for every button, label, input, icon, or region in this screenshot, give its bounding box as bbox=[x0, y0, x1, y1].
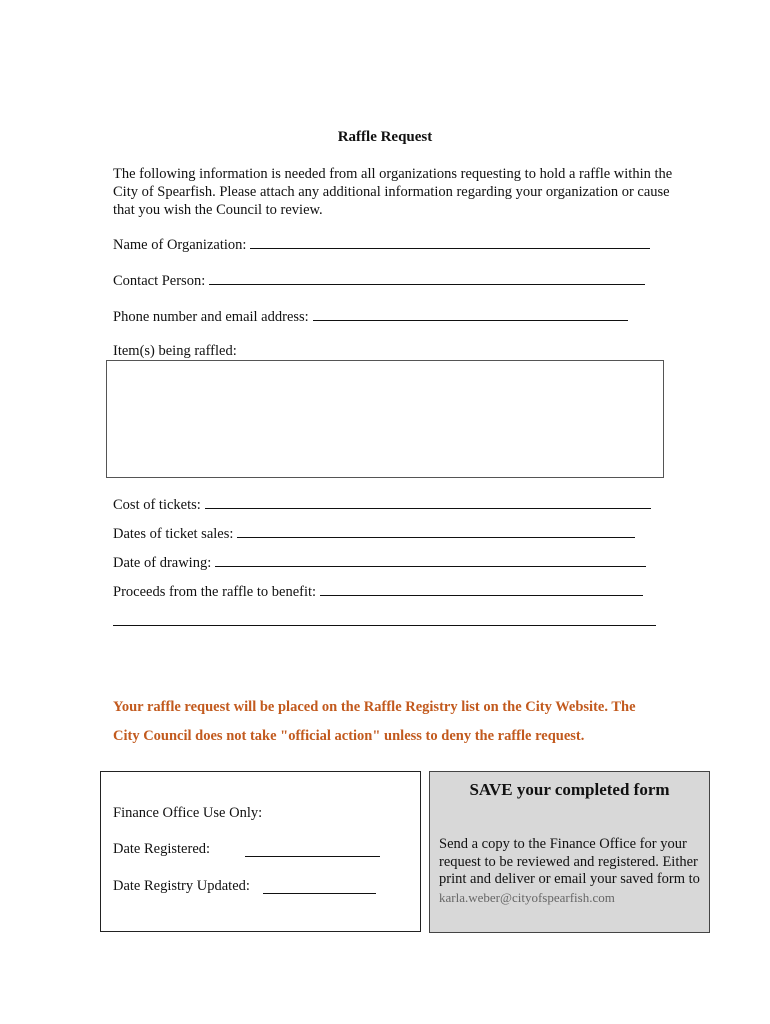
proceeds-continuation-line[interactable] bbox=[113, 625, 656, 626]
phone-email-label: Phone number and email address: bbox=[113, 309, 309, 325]
contact-input[interactable] bbox=[209, 270, 645, 285]
intro-paragraph: The following information is needed from all organizations requesting to hold a raffle within the City of Spearfish. Please attach any additional information regarding your organization or cause that you wish the Council to review. bbox=[113, 166, 673, 218]
dates-sales-label: Dates of ticket sales: bbox=[113, 526, 234, 542]
organization-field bbox=[113, 234, 650, 254]
save-box-body bbox=[439, 836, 705, 907]
proceeds-field bbox=[113, 581, 643, 601]
dates-sales-field bbox=[113, 523, 635, 543]
save-form-box bbox=[429, 771, 710, 933]
date-registered-label: Date Registered: bbox=[113, 841, 211, 857]
cost-field bbox=[113, 494, 651, 514]
date-drawing-field bbox=[113, 552, 646, 572]
date-registry-updated-label: Date Registry Updated: bbox=[113, 878, 250, 894]
date-drawing-input[interactable] bbox=[215, 552, 646, 567]
page-title: Raffle Request bbox=[337, 129, 433, 145]
notice-line-1: Your raffle request will be placed on the Raffle Registry list on the City Website. The bbox=[113, 699, 636, 715]
contact-field bbox=[113, 270, 645, 290]
proceeds-label: Proceeds from the raffle to benefit: bbox=[113, 584, 317, 600]
phone-email-field bbox=[113, 306, 628, 326]
cost-label: Cost of tickets: bbox=[113, 497, 201, 513]
contact-label: Contact Person: bbox=[113, 273, 206, 289]
organization-label: Name of Organization: bbox=[113, 237, 247, 253]
finance-office-box bbox=[100, 771, 421, 932]
phone-email-input[interactable] bbox=[313, 306, 628, 321]
proceeds-input[interactable] bbox=[320, 581, 643, 596]
date-drawing-label: Date of drawing: bbox=[113, 555, 212, 571]
dates-sales-input[interactable] bbox=[237, 523, 635, 538]
finance-office-heading: Finance Office Use Only: bbox=[113, 805, 263, 821]
cost-input[interactable] bbox=[205, 494, 651, 509]
items-textarea[interactable] bbox=[106, 360, 664, 478]
organization-input[interactable] bbox=[250, 234, 650, 249]
date-registry-updated-input[interactable] bbox=[263, 893, 376, 894]
save-box-instructions: Send a copy to the Finance Office for your request to be reviewed and registered. Either print and deliver or email your saved form to bbox=[439, 836, 700, 887]
notice-line-2: City Council does not take "official action" unless to deny the raffle request. bbox=[113, 728, 585, 744]
date-registered-input[interactable] bbox=[245, 856, 380, 857]
save-box-title: SAVE your completed form bbox=[469, 780, 670, 799]
items-label: Item(s) being raffled: bbox=[113, 343, 237, 359]
finance-email-link[interactable]: karla.weber@cityofspearfish.com bbox=[439, 889, 615, 905]
